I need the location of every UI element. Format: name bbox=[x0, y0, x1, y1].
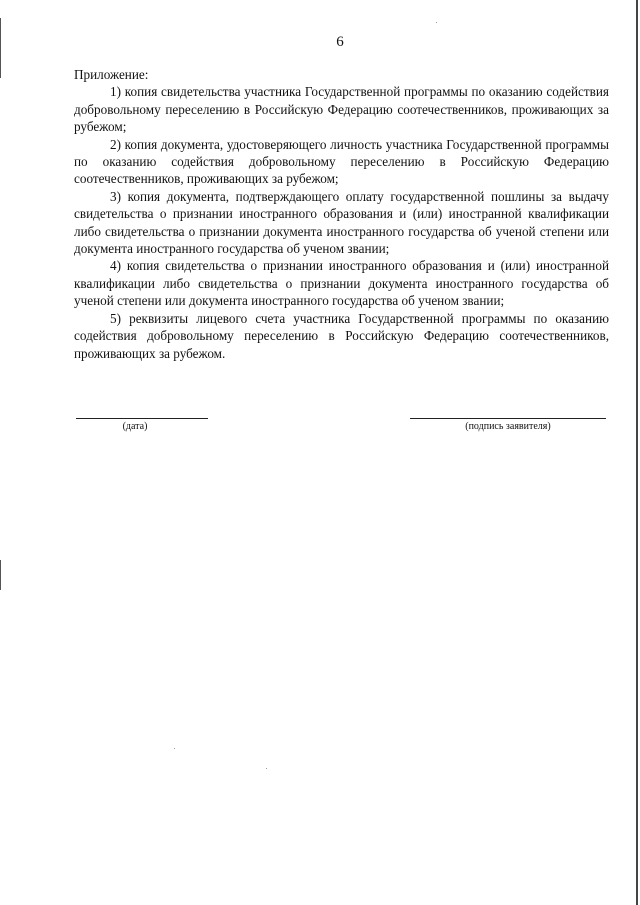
scan-speck bbox=[436, 22, 437, 23]
signature-line bbox=[410, 418, 606, 419]
signature-label: (подпись заявителя) bbox=[465, 421, 551, 432]
attachments-heading: Приложение: bbox=[74, 67, 149, 82]
attachment-item-3: 3) копия документа, подтверждающего оплату государственной пошлины за выдачу свидетельства о признании иностранного образования и (или) иностранной квалификации либо свидетельства о признании документа иностранного государства об ученой степени или документа иностранного государства об ученом звании; bbox=[74, 188, 609, 257]
scan-speck bbox=[266, 768, 267, 769]
attachment-item-2: 2) копия документа, удостоверяющего личность участника Государственной программы по оказанию содействия добровольному переселению в Российскую Федерацию соотечественников, проживающих за рубежом; bbox=[74, 136, 609, 187]
scan-edge-mark bbox=[0, 18, 1, 78]
scan-speck bbox=[174, 748, 175, 749]
attachments-section bbox=[74, 66, 609, 362]
attachment-item-1: 1) копия свидетельства участника Государственной программы по оказанию содействия добровольному переселению в Российскую Федерацию соотечественников, проживающих за рубежом; bbox=[74, 84, 609, 135]
page-number: 6 bbox=[336, 34, 344, 50]
scan-edge-mark bbox=[636, 0, 638, 905]
date-label: (дата) bbox=[122, 421, 148, 432]
attachment-item-4: 4) копия свидетельства о признании иностранного образования и (или) иностранной квалификации либо свидетельства о признании документа иностранного государства об ученой степени или документа иностранного государства об ученом звании; bbox=[74, 258, 609, 309]
date-line bbox=[76, 418, 208, 419]
scan-edge-mark bbox=[0, 560, 1, 590]
attachment-item-5: 5) реквизиты лицевого счета участника Государственной программы по оказанию содействия добровольному переселению в Российскую Федерацию соотечественников, проживающих за рубежом. bbox=[74, 310, 609, 361]
